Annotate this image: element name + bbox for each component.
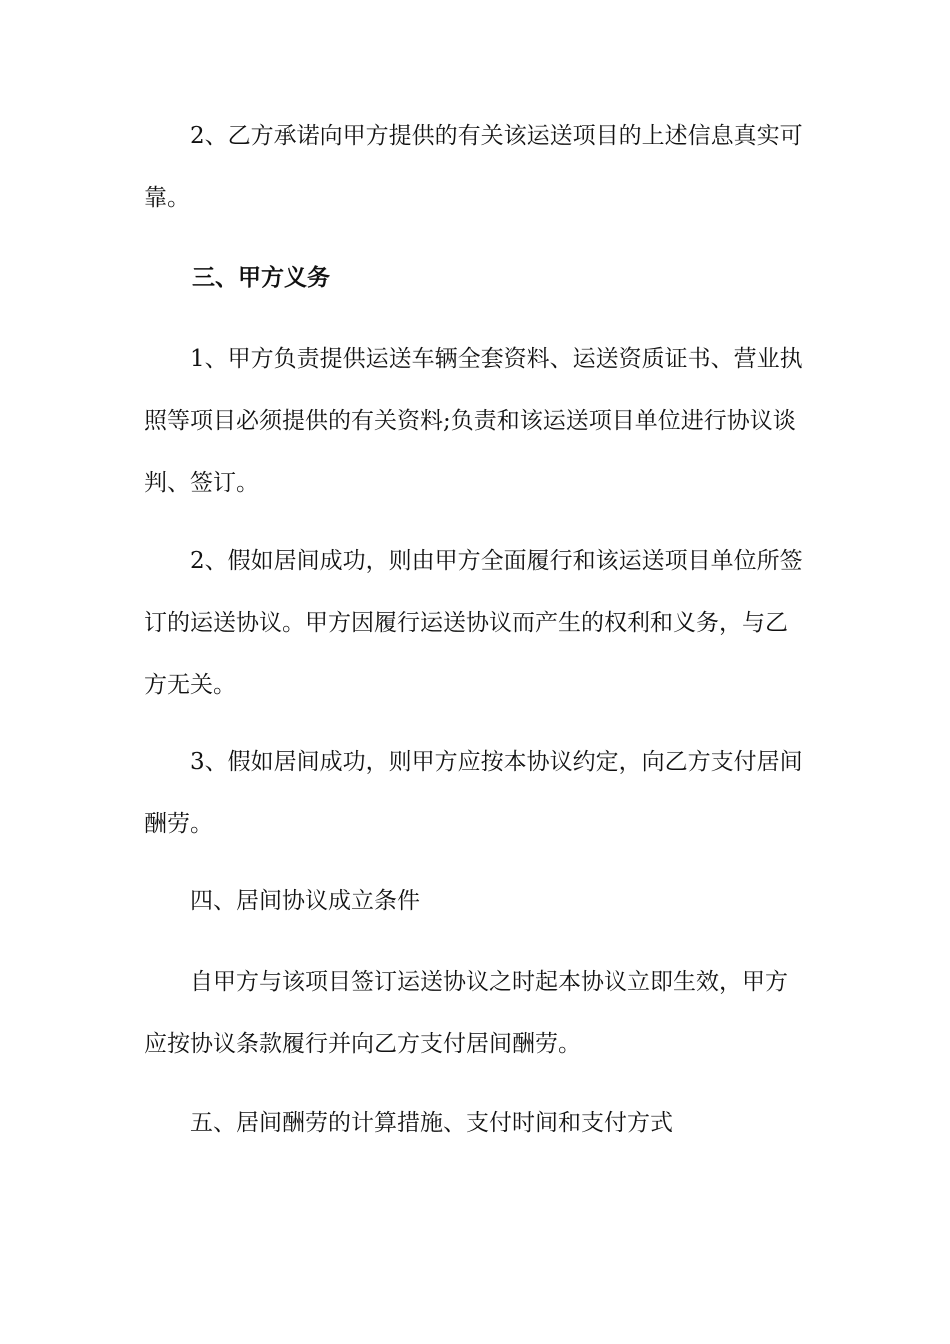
clause-3-1-paragraph: 1、甲方负责提供运送车辆全套资料、运送资质证书、营业执照等项目必须提供的有关资料;负责和该运送项目单位进行协议谈判、签订。	[144, 346, 803, 496]
section-4-heading: 四、居间协议成立条件	[190, 888, 420, 914]
clause-3-3-paragraph: 3、假如居间成功，则甲方应按本协议约定，向乙方支付居间酬劳。	[144, 749, 803, 837]
section-4-body-paragraph: 自甲方与该项目签订运送协议之时起本协议立即生效，甲方应按协议条款履行并向乙方支付居间酬劳。	[144, 969, 788, 1057]
clause-2-2-paragraph: 2、乙方承诺向甲方提供的有关该运送项目的上述信息真实可靠。	[144, 123, 803, 211]
section-5-heading: 五、居间酬劳的计算措施、支付时间和支付方式	[190, 1110, 673, 1136]
section-3-heading: 三、甲方义务	[192, 264, 330, 291]
clause-3-2-paragraph: 2、假如居间成功，则由甲方全面履行和该运送项目单位所签订的运送协议。甲方因履行运送协议而产生的权利和义务，与乙方无关。	[144, 548, 803, 698]
